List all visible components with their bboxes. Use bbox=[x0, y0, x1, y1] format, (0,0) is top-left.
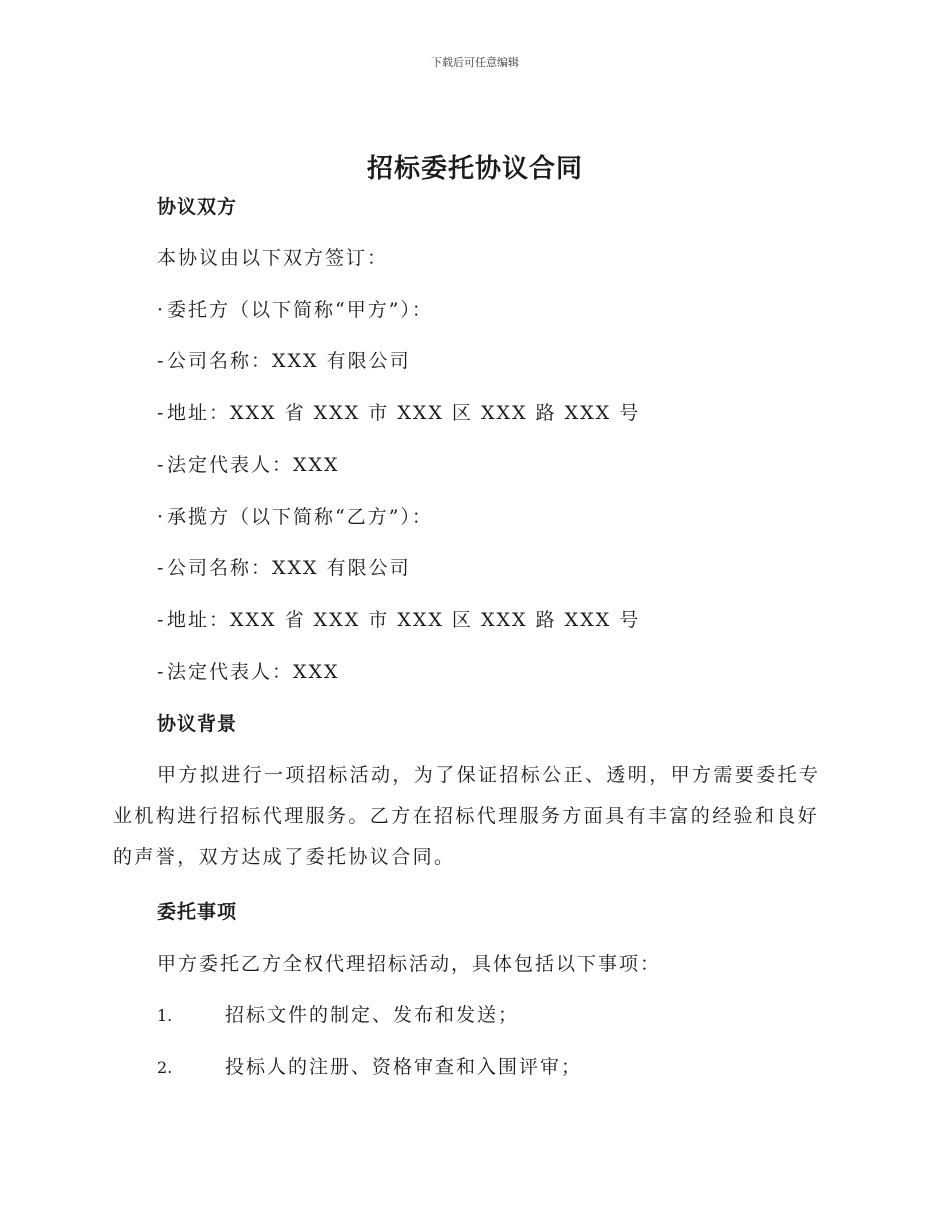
party-b-label-text: 承揽方（以下简称“乙方”）： bbox=[167, 506, 433, 528]
dash-mark: - bbox=[157, 350, 166, 372]
parties-intro: 本协议由以下双方签订： bbox=[157, 247, 389, 269]
bullet-dot: · bbox=[157, 506, 166, 528]
bullet-dot: · bbox=[157, 299, 166, 321]
party-a-label-text: 委托方（以下简称“甲方”）： bbox=[167, 299, 433, 321]
section-heading-background: 协议背景 bbox=[157, 713, 238, 735]
party-a-company-text: 公司名称：XXX 有限公司 bbox=[167, 350, 411, 372]
party-b-rep bbox=[157, 659, 340, 685]
list-item-text: 投标人的注册、资格审查和入围评审； bbox=[225, 1056, 583, 1078]
list-item bbox=[157, 1002, 519, 1029]
header-note: 下载后可任意编辑 bbox=[431, 56, 519, 69]
party-b-company-text: 公司名称：XXX 有限公司 bbox=[167, 557, 411, 579]
party-a-address-text: 地址：XXX 省 XXX 市 XXX 区 XXX 路 XXX 号 bbox=[167, 402, 641, 424]
dash-mark: - bbox=[157, 609, 166, 631]
party-b-rep-text: 法定代表人：XXX bbox=[167, 661, 340, 683]
party-b-address-text: 地址：XXX 省 XXX 市 XXX 区 XXX 路 XXX 号 bbox=[167, 609, 641, 631]
dash-mark: - bbox=[157, 454, 166, 476]
party-b-company bbox=[157, 555, 411, 581]
section-heading-parties: 协议双方 bbox=[157, 196, 238, 218]
list-item-number: 2. bbox=[157, 1058, 173, 1077]
document-title: 招标委托协议合同 bbox=[366, 154, 583, 184]
matters-intro: 甲方委托乙方全权代理招标活动，具体包括以下事项： bbox=[157, 953, 662, 975]
background-paragraph: 甲方拟进行一项招标活动，为了保证招标公正、透明，甲方需要委托专业机构进行招标代理服务。乙方在招标代理服务方面具有丰富的经验和良好的声誉，双方达成了委托协议合同。 bbox=[113, 764, 821, 868]
section-heading-matters: 委托事项 bbox=[157, 901, 238, 923]
party-a-rep-text: 法定代表人：XXX bbox=[167, 454, 340, 476]
party-b-label bbox=[157, 504, 433, 530]
party-a-label bbox=[157, 297, 433, 323]
list-item bbox=[157, 1054, 582, 1081]
party-a-address bbox=[157, 400, 640, 426]
list-item-text: 招标文件的制定、发布和发送； bbox=[225, 1004, 520, 1026]
dash-mark: - bbox=[157, 557, 166, 579]
dash-mark: - bbox=[157, 402, 166, 424]
list-item-number: 1. bbox=[157, 1006, 173, 1025]
dash-mark: - bbox=[157, 661, 166, 683]
party-a-company bbox=[157, 348, 411, 374]
party-a-rep bbox=[157, 452, 340, 478]
party-b-address bbox=[157, 607, 640, 633]
